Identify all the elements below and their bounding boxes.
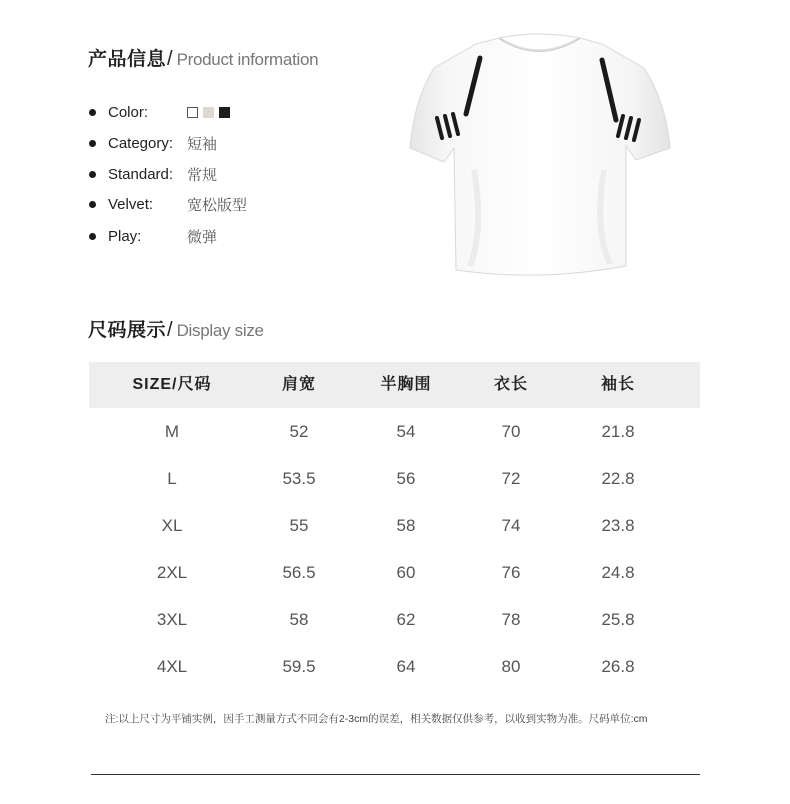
cell-shoulder: 58 (289, 610, 309, 629)
bullet-icon (89, 201, 96, 208)
cell-sleeve: 23.8 (601, 516, 635, 535)
size-info-title (88, 315, 264, 342)
table-header (89, 362, 700, 408)
table-row (89, 455, 700, 502)
table-body (89, 408, 700, 690)
color-swatches (187, 107, 230, 118)
attribute-label: Category: (108, 134, 174, 152)
title-slash: / (167, 319, 173, 341)
color-row (88, 100, 230, 124)
cell-sleeve: 22.8 (601, 469, 635, 488)
attribute-label: Play: (108, 227, 142, 245)
table-row (89, 502, 700, 549)
size-note: 注:以上尺寸为平铺实例，因手工测量方式不同会有2-3cm的误差，相关数据仅供参考，以收到实物为准。尺码单位:cm (105, 713, 648, 725)
cell-sleeve: 24.8 (601, 563, 635, 582)
product-info-title-en: Product information (176, 50, 319, 69)
attribute-value: 微弹 (187, 228, 218, 246)
attribute-value: 宽松版型 (187, 196, 248, 214)
cell-sleeve: 26.8 (601, 657, 635, 676)
size-info-title-cn: 尺码展示 (88, 320, 167, 341)
cell-shoulder: 56.5 (282, 563, 316, 582)
color-label: Color: (108, 103, 149, 121)
cell-length: 80 (501, 657, 521, 676)
table-row (89, 643, 700, 690)
cell-size: 2XL (156, 563, 188, 582)
size-info-title-en: Display size (176, 321, 264, 340)
product-info-title (88, 44, 318, 71)
header-length: 衣长 (493, 376, 529, 393)
title-slash: / (167, 48, 173, 70)
cell-length: 76 (501, 563, 521, 582)
cell-shoulder: 59.5 (282, 657, 316, 676)
header-shoulder: 肩宽 (281, 376, 317, 393)
cell-sleeve: 25.8 (601, 610, 635, 629)
header-half-chest: 半胸围 (380, 376, 432, 393)
cell-size: XL (161, 516, 183, 535)
attribute-label: Standard: (108, 165, 174, 183)
header-size: SIZE/尺码 (132, 376, 212, 393)
play-row (88, 224, 217, 248)
cell-half-chest: 60 (396, 563, 416, 582)
attribute-value: 常规 (187, 166, 218, 184)
bullet-icon (89, 109, 96, 116)
cell-shoulder: 55 (289, 516, 309, 535)
cell-length: 78 (501, 610, 521, 629)
cell-half-chest: 54 (396, 422, 416, 441)
cell-length: 72 (501, 469, 521, 488)
cell-size: L (167, 469, 177, 488)
attribute-value: 短袖 (187, 135, 218, 153)
cell-size: 3XL (156, 610, 188, 629)
table-row (89, 549, 700, 596)
bullet-icon (89, 171, 96, 178)
cell-sleeve: 21.8 (601, 422, 635, 441)
color-swatch-white[interactable] (187, 107, 198, 118)
cell-half-chest: 64 (396, 657, 416, 676)
size-table (89, 362, 700, 690)
cell-size: M (164, 422, 180, 441)
table-row (89, 596, 700, 643)
cell-shoulder: 52 (289, 422, 309, 441)
divider (91, 774, 700, 775)
color-swatch-beige[interactable] (203, 107, 214, 118)
cell-half-chest: 58 (396, 516, 416, 535)
product-info-title-cn: 产品信息 (88, 49, 167, 70)
bullet-icon (89, 140, 96, 147)
category-row (88, 131, 217, 155)
table-row (89, 408, 700, 455)
cell-shoulder: 53.5 (282, 469, 316, 488)
bullet-icon (89, 233, 96, 240)
attribute-label: Velvet: (108, 195, 154, 213)
cell-size: 4XL (156, 657, 188, 676)
velvet-row (88, 192, 247, 216)
cell-length: 70 (501, 422, 521, 441)
cell-length: 74 (501, 516, 521, 535)
cell-half-chest: 62 (396, 610, 416, 629)
header-sleeve: 袖长 (600, 376, 636, 393)
color-swatch-black[interactable] (219, 107, 230, 118)
t-shirt-icon (404, 30, 672, 280)
cell-half-chest: 56 (396, 469, 416, 488)
standard-row (88, 162, 217, 186)
